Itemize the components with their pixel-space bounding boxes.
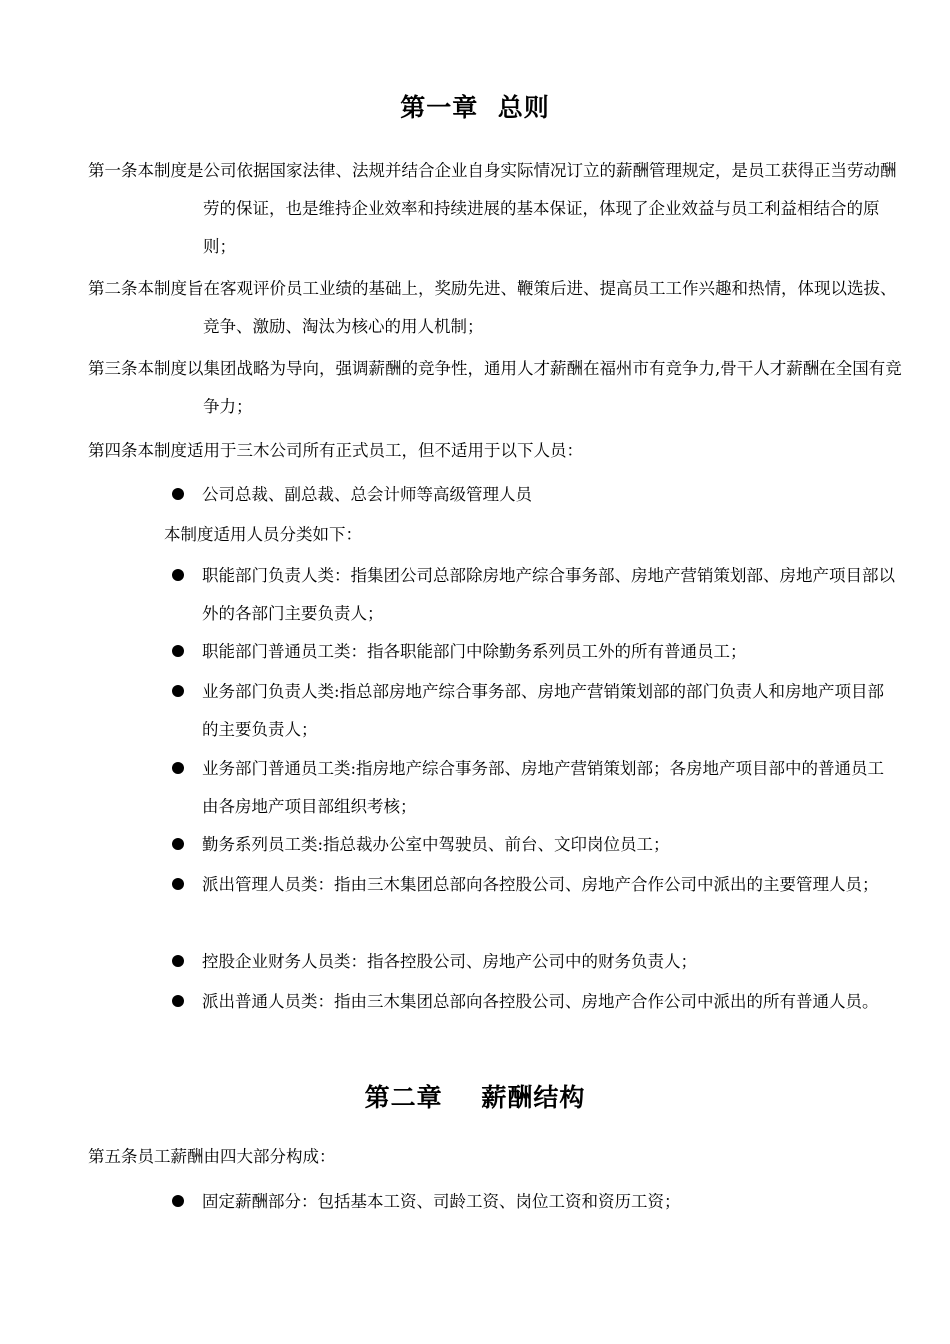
- article-1: 第一条本制度是公司依据国家法律、法规并结合企业自身实际情况订立的薪酬管理规定，是员工获得正当劳动酬劳的保证，也是维持企业效率和持续进展的基本保证，体现了企业效益与员工利益相结合的原则；: [88, 161, 897, 256]
- bullet-icon: [172, 878, 184, 890]
- classification-item: 业务部门普通员工类:指房地产综合事务部、房地产营销策划部；各房地产项目部中的普通员工由各房地产项目部组织考核；: [172, 750, 897, 826]
- bullet-icon: [172, 762, 184, 774]
- bullet-icon: [172, 645, 184, 657]
- classification-item: 职能部门普通员工类：指各职能部门中除勤务系列员工外的所有普通员工；: [172, 633, 897, 671]
- bullet-icon: [172, 838, 184, 850]
- bullet-icon: [172, 488, 184, 500]
- article-5: 第五条员工薪酬由四大部分构成：: [88, 1147, 336, 1166]
- article-2: 第二条本制度旨在客观评价员工业绩的基础上，奖励先进、鞭策后进、提高员工工作兴趣和热情，体现以选拔、竞争、激励、淘汰为核心的用人机制；: [88, 279, 897, 336]
- bullet-icon: [172, 955, 184, 967]
- classification-item: 派出管理人员类：指由三木集团总部向各控股公司、房地产合作公司中派出的主要管理人员；: [172, 866, 897, 904]
- bullet-icon: [172, 685, 184, 697]
- article-3: 第三条本制度以集团战略为导向，强调薪酬的竞争性，通用人才薪酬在福州市有竞争力,骨干人才薪酬在全国有竞争力；: [88, 359, 902, 416]
- bullet-icon: [172, 995, 184, 1007]
- classification-item: 职能部门负责人类：指集团公司总部除房地产综合事务部、房地产营销策划部、房地产项目部以外的各部门主要负责人；: [172, 557, 897, 633]
- chapter-1-title: 第一章 总则: [400, 93, 550, 122]
- article-4: 第四条本制度适用于三木公司所有正式员工，但不适用于以下人员：: [88, 441, 583, 460]
- bullet-icon: [172, 1195, 184, 1207]
- chapter-2-title: 第二章 薪酬结构: [364, 1083, 586, 1112]
- bullet-icon: [172, 569, 184, 581]
- classification-item: 业务部门负责人类:指总部房地产综合事务部、房地产营销策划部的部门负责人和房地产项目部的主要负责人；: [172, 673, 897, 749]
- classification-item: 派出普通人员类：指由三木集团总部向各控股公司、房地产合作公司中派出的所有普通人员。: [172, 983, 897, 1021]
- classification-item: 控股企业财务人员类：指各控股公司、房地产公司中的财务负责人；: [172, 943, 897, 981]
- classification-intro: 本制度适用人员分类如下：: [164, 525, 362, 544]
- classification-item: 勤务系列员工类:指总裁办公室中驾驶员、前台、文印岗位员工；: [172, 826, 897, 864]
- excluded-item: 公司总裁、副总裁、总会计师等高级管理人员: [172, 476, 897, 514]
- component-item: 固定薪酬部分：包括基本工资、司龄工资、岗位工资和资历工资；: [172, 1183, 897, 1221]
